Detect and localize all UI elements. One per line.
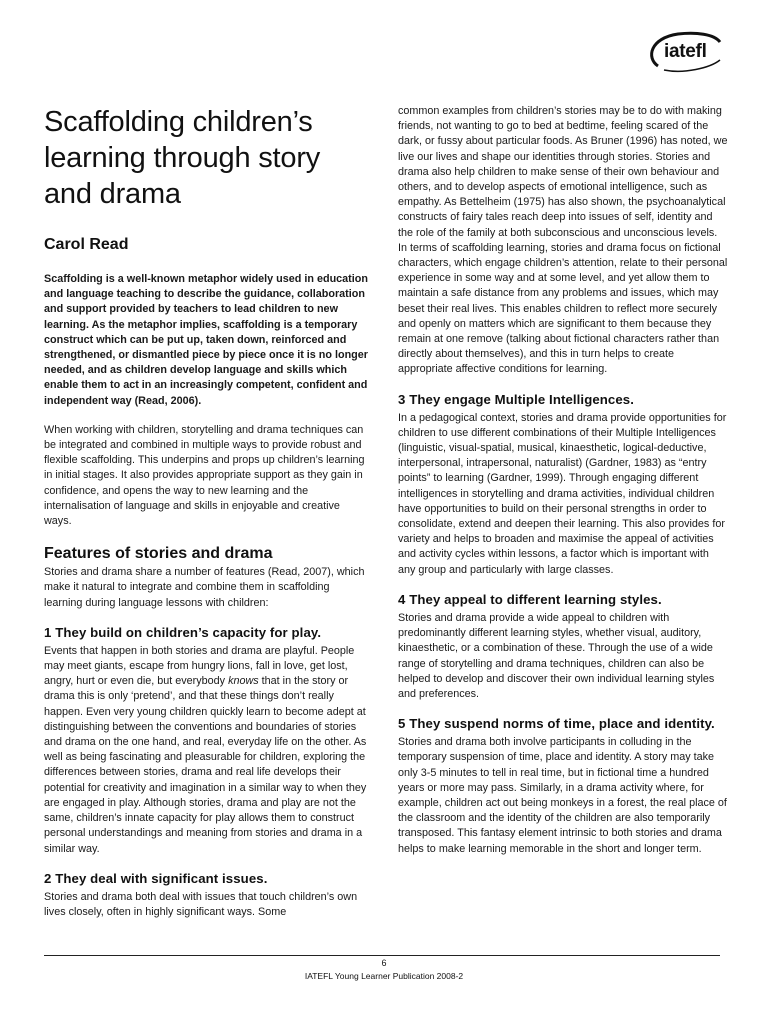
section-2-paragraph: Stories and drama both deal with issues that touch children’s own lives closely, often in highly significant ways. Some <box>44 890 358 918</box>
article-title: Scaffolding children’s learning through story and drama <box>44 106 321 210</box>
right-column <box>398 104 728 857</box>
iatefl-logo <box>644 30 724 74</box>
page-number: 6 <box>381 958 387 968</box>
section-1-emphasis: knows <box>228 675 259 688</box>
section-2-heading: 2 They deal with significant issues. <box>44 870 268 886</box>
section-1-text-b: that in the story or drama this is only ‘pretend’, and that these things don’t really happen. Even very young children quickly learn to become adept at distinguishing between the conventions and boundaries of stories and drama on the one hand, and real, everyday life on the other. As well as being fascinating and pleasurable for children, exploring the differences between stories, drama and real life develops their potential for creativity and imagination in a similar way to when they are engaged in play. Although stories, drama and play are not the same, children’s innate capacity for play allows them to construct personal understandings and meaning from stories and drama in a similar way. <box>44 675 367 855</box>
section-4-paragraph: Stories and drama provide a wide appeal to children with predominantly different learning styles, whether visual, auditory, kinaesthetic, or a combination of these. Through the use of a wide range of storytelling and drama techniques, children can also be helped to develop and discover their own individual learning styles and preferences. <box>398 611 715 700</box>
section-4-heading: 4 They appeal to different learning styles. <box>398 591 662 607</box>
section-1-paragraph <box>44 644 370 857</box>
logo-text: iatefl <box>664 41 707 62</box>
abstract-paragraph: Scaffolding is a well-known metaphor widely used in education and language teaching to describe the guidance, collaboration and support provided by teachers to lead children to new learning. As the metaphor implies, scaffolding is a temporary construct which can be put up, taken down, reinforced and strengthened, or dismantled piece by piece once it is no longer needed, and as children develop language and skills which enable them to act in an increasingly competent, confident and independent way (Read, 2006). <box>44 273 368 407</box>
section-3-paragraph: In a pedagogical context, stories and drama provide opportunities for children to use different combinations of their Multiple Intelligences (linguistic, visual-spatial, musical, kinaesthetic, logical-deductive, interpersonal, intrapersonal, naturalist) (Gardner, 1983) as “entry points” to learning (Gardner, 1999). Through engaging different intelligences in storytelling and drama activities, individual children have opportunities to build on their personal strengths in order to consolidate, extend and deepen their learning. This also provides for variety and helps to broaden and maximise the appeal of activities and activity cycles within lessons, a factor which is important with any group and particularly with large classes. <box>398 411 727 576</box>
features-heading: Features of stories and drama <box>44 545 273 563</box>
publication-footer: IATEFL Young Learner Publication 2008-2 <box>304 971 464 981</box>
features-paragraph: Stories and drama share a number of features (Read, 2007), which make it natural to integrate and combine them in scaffolding learning during language lessons with children: <box>44 566 365 609</box>
article-author: Carol Read <box>44 236 129 253</box>
section-1-heading: 1 They build on children’s capacity for play. <box>44 624 322 640</box>
section-3-heading: 3 They engage Multiple Intelligences. <box>398 391 635 407</box>
section-5-paragraph: Stories and drama both involve participants in colluding in the temporary suspension of time, place and identity. A story may take only 3-5 minutes to tell in real time, but in fictional time a hundred years or more may pass. Similarly, in a drama activity where, for example, children act out being monkeys in a forest, the real place of the classroom and the identity of the children are also temporarily transposed. This fantasy element intrinsic to both stories and drama helps to make learning memorable in the short and longer term. <box>398 736 727 855</box>
section-2-continued: common examples from children’s stories may be to do with making friends, not wanting to go to bed at bedtime, feeling scared of the dark, or fussy about particular foods. As Bruner (1996) has noted, we live our lives and shape our identities through stories. Stories and drama also help children to make sense of their own behaviour and others, and to develop aspects of emotional intelligence, such as empathy. As Bettelheim (1975) has also shown, the psychoanalytical constructs of fairy tales reach deep into issues of self, identity and the role of the family at both subconscious and unconscious levels. In terms of scaffolding learning, stories and drama focus on fictional characters, which engage children’s attention, relate to their personal experience in some way and at some level, and yet allow them to maintain a safe distance from any problems and issues, which may beset their real lives. This enables children to reflect more securely and openly on matters which are significant to them because they remain at one remove (talking about fictional characters rather than directly about themselves), and this in turn helps to create appropriate affective conditions for learning. <box>398 105 728 376</box>
left-column <box>44 100 370 920</box>
footer-divider <box>44 955 720 956</box>
section-5-heading: 5 They suspend norms of time, place and identity. <box>398 716 715 732</box>
section-1-text-a: Events that happen in both stories and drama are playful. People may meet giants, escape from hungry lions, fall in love, get lost, angry, hurt or even die, but everybody <box>44 644 355 688</box>
intro-paragraph: When working with children, storytelling and drama techniques can be integrated and combined in multiple ways to provide robust and flexible scaffolding. This underpins and props up children’s learning in initial stages. It also provides appropriate support as they gain in confidence, and opens the way to new learning and the internalisation of language and skills in enjoyable and creative ways. <box>44 423 365 528</box>
